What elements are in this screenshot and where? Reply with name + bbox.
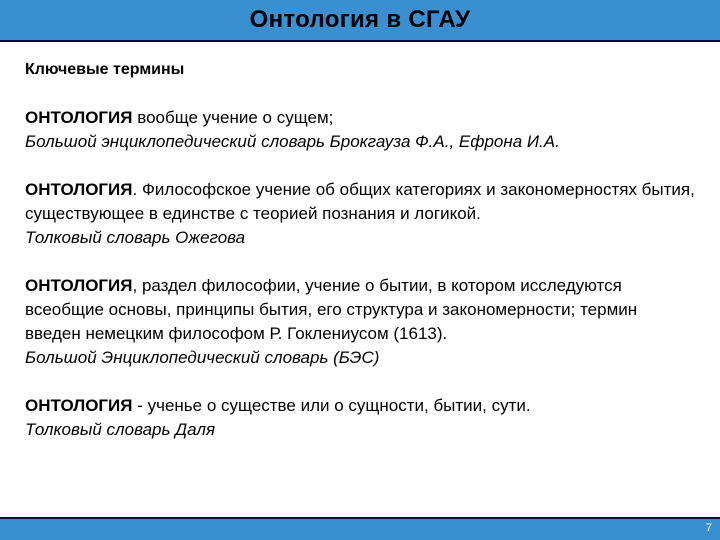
definition-bes	[25, 274, 695, 370]
definition-source: Толковый словарь Даля	[25, 420, 216, 439]
definition-term: ОНТОЛОГИЯ	[25, 396, 133, 415]
definition-term: ОНТОЛОГИЯ	[25, 180, 133, 199]
definition-source: Большой Энциклопедический словарь (БЭС)	[25, 348, 380, 367]
footer-bar	[0, 517, 720, 540]
slide-title: Онтология в СГАУ	[249, 6, 471, 33]
definition-ozhegov	[25, 178, 695, 250]
subheading: Ключевые термины	[25, 61, 185, 78]
page-number: 7	[705, 522, 712, 534]
definition-dal	[25, 394, 695, 442]
title-bar	[0, 0, 720, 42]
definition-brockhaus	[25, 106, 695, 154]
definition-text: , раздел философии, учение о бытии, в котором исследуются всеобщие основы, принципы бытия, его структура и закономерности; термин введен немецким философом Р. Гоклениусом (1613).	[25, 276, 638, 343]
definition-source: Толковый словарь Ожегова	[25, 228, 246, 247]
definition-source: Большой энциклопедический словарь Брокгауза Ф.А., Ефрона И.А.	[25, 132, 560, 151]
definition-text: - ученье о существе или о сущности, бытии, сути.	[132, 396, 531, 415]
definition-text: вообще учение о сущем;	[132, 108, 334, 127]
slide-content	[25, 58, 695, 442]
definition-term: ОНТОЛОГИЯ	[25, 108, 133, 127]
definition-text: . Философское учение об общих категориях и закономерностях бытия, существующее в единстве с теорией познания и логикой.	[25, 180, 695, 223]
definition-term: ОНТОЛОГИЯ	[25, 276, 133, 295]
